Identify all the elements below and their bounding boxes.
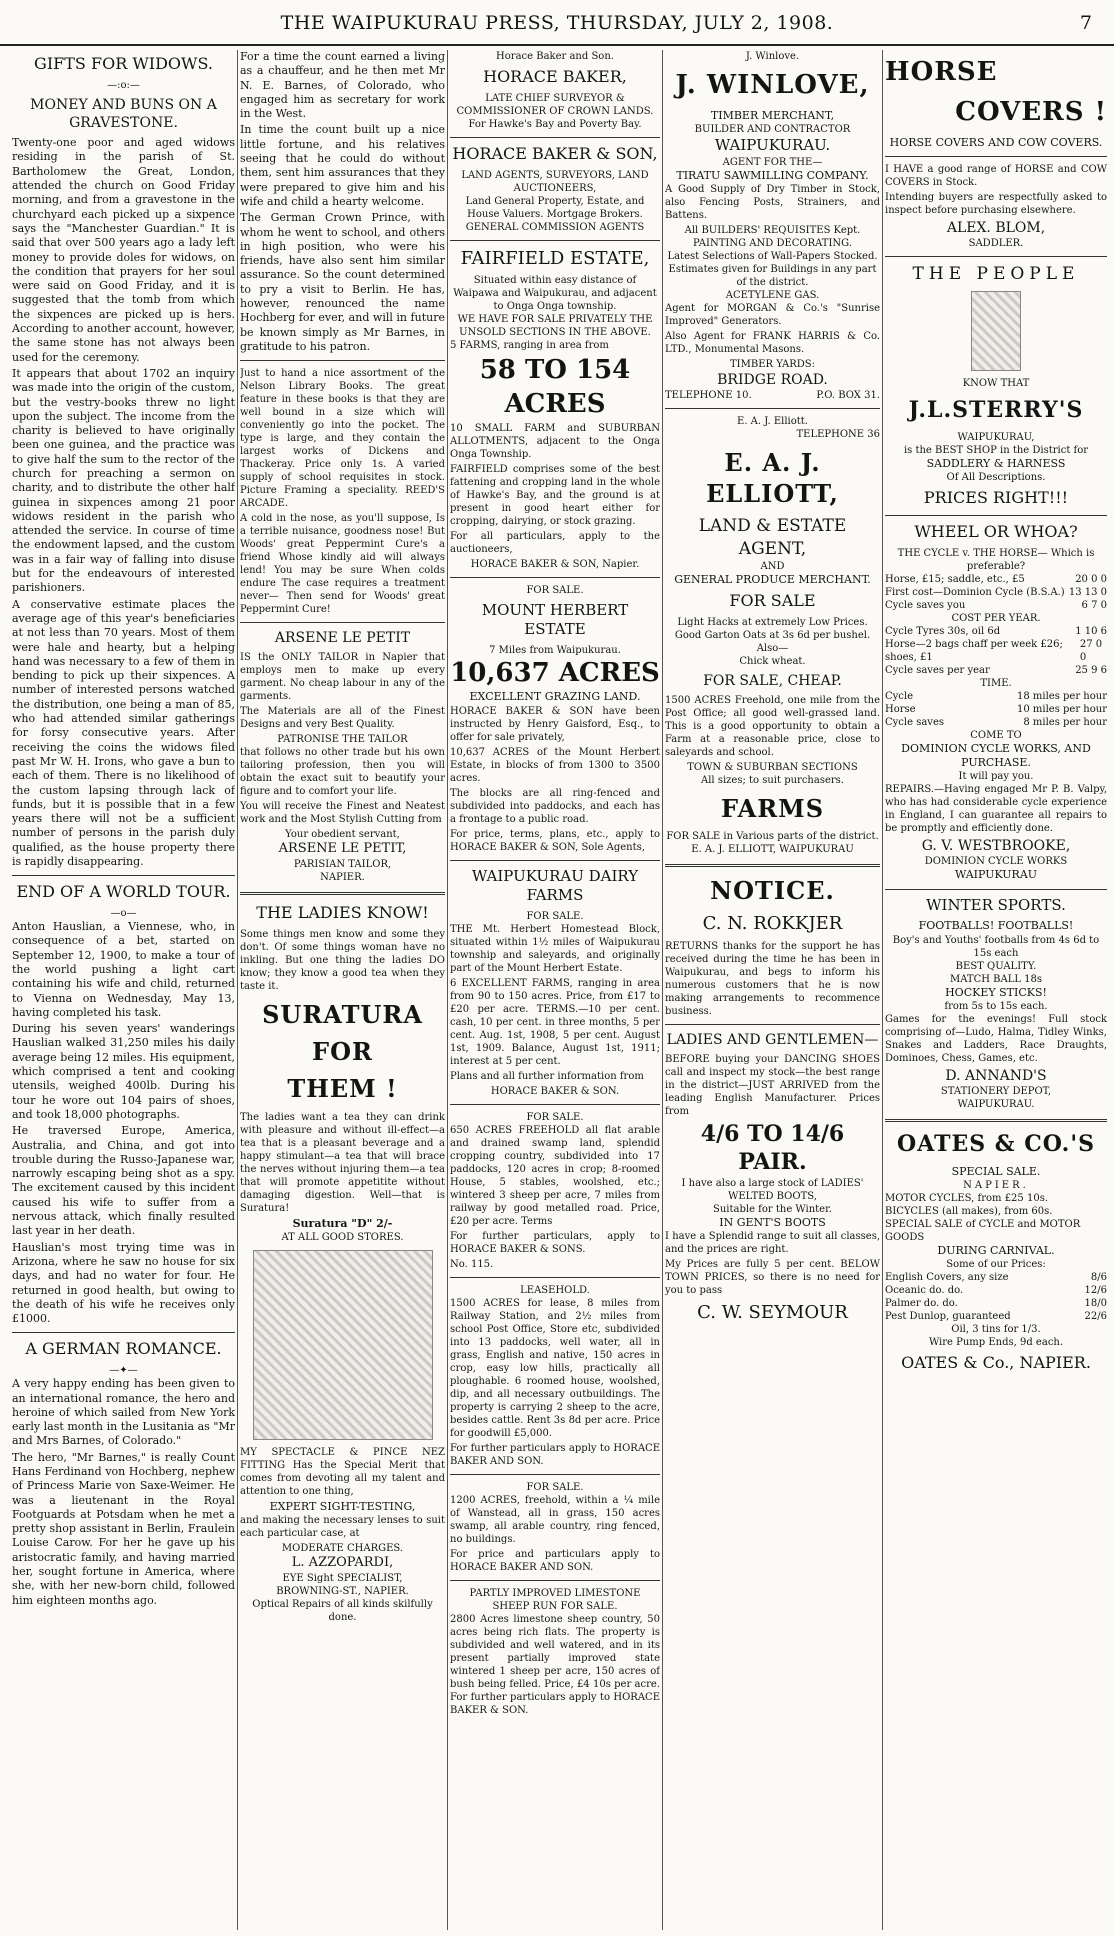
cost-row: Cycle Tyres 30s, oil 6d 1 10 6 [885, 625, 1107, 637]
price-row: English Covers, any size 8/6 [885, 1272, 1107, 1284]
column-1: GIFTS FOR WIDOWS. —:o:— MONEY AND BUNS ON A GRAVESTONE. Twenty-one poor and aged widows residing in the parish of St. Bartholomew the Great, London, attended the church on Good Friday morning, and from a gravestone in the churchyard each picked up a sixpence says the "Manchester Guardian." It is said that over 500 years ago a lady left money to provide doles for widows, on the condition that prayers for her soul were said on Good Friday, and it is suggested that the tomb from which the sixpences are picked up is hers. According to another account, however, the same stone has not always been used for the ceremony. It appears that about 1702 an inquiry was made into the origin of the custom, but the vestry-books threw no light upon the subject. The income from the charity is believed to have originally been one guinea, and the practice was to give half the sum to the rector of the church for preaching a sermon on charity, and to distribute the other half guinea in sixpences among 21 poor widows resident in the parish who attended the service. In course of time the endowment lapsed, and the custom was in a fair way of falling into disuse but for the endeavours of interested parishioners. A conservative estimate places the average age of this year's beneficiaries at not less than 70 years. Most of them were hale and hearty, but a helping hand was necessary to a few of them in bending to pick up their sixpences. A number of interested persons watched the distribution, one being a man of 85, who had attended similar gatherings for forsy consecutive years. After receiving the coins the widows filed past Mr W. H. Irons, who gave a bun to each of them. There is no likelihood of the custom lapsing through lack of funds, but it is possible that in a few years there will not be a sufficient number of persons in the parish duly qualified, as the house property there is rapidly disappearing. END OF A WORLD TOUR. —o— Anton Hauslian, a Viennese, who, in consequence of a bet, started on September 12, 1900, to make a tour of the world pushing a light cart containing his wife and child, returned to Vienna on Wednesday, May 13, having completed his task. During his seven years' wanderings Hauslian walked 31,250 miles his daily average being 12 miles. His equipment, which comprised a tent and cooking utensils, weighed 400lb. During his tour he wore out 104 pairs of shoes, and took 18,000 photographs. He traversed Europe, America, Australia, and China, and got into trouble during the Russo-Japanese war, narrowly escaping being shot as a spy. The excitement caused by this incident caused his wife to suffer from a nervous attack, which finally resulted last year in her death. Hauslian's most trying time was in Arizona, where he saw no house for six days, and had no water for four. He returned in good health, but owing to the death of his wife he receives only £1000. A GERMAN ROMANCE. —✦— A very happy ending has been given to an international romance, the hero and heroine of which sailed from New York early last month in the Lusitania as "Mr and Mrs Barnes, of Colorado." The hero, "Mr Barnes," is really Count Hans Ferdinand von Hochberg, nephew of Princess Marie von Saxe-Weimer. He was a lieutenant in the Royal Footguards at Potsdam when he met a pretty shop assistant in Berlin, Fraulein Louise Carow. For her he gave up his aristocratic family, and having married her, sought fortune in America, where she, with her new-born child, followed him eighteen months ago. [12, 54, 235, 1607]
horse-heading: HORSE [885, 57, 998, 87]
sterry-heading: J.L.STERRY'S [908, 397, 1084, 424]
tailor-heading: ARSENE LE PETIT [274, 630, 411, 647]
headline-gifts: GIFTS FOR WIDOWS. [34, 54, 213, 73]
price-row: Pest Dunlop, guaranteed 22/6 [885, 1311, 1107, 1323]
ladies-know-heading: THE LADIES KNOW! [256, 903, 429, 923]
seymour-heading: C. W. SEYMOUR [697, 1302, 848, 1324]
page-number: 7 [1079, 12, 1092, 34]
cost-row: Cycle saves per year 25 9 6 [885, 664, 1107, 676]
article-para: The hero, "Mr Barnes," is really Count Hans Ferdinand von Hochberg, nephew of Princess Marie von Saxe-Weimer. He was a lieutenant in the Royal Footguards at Potsdam when he met a pretty shop assistant in Berlin, Fraulein Louise Carow. For her he gave up his aristocratic family, and having married her, sought fortune in America, where she, with her new-born child, followed him eighteen months ago. [12, 1450, 235, 1607]
article-para: Twenty-one poor and aged widows residing in the parish of St. Bartholomew the Great, London, attended the church on Good Friday morning, and from a gravestone in the churchyard each picked up a sixpence says the "Manchester Guardian." It is said that over 500 years ago a lady left money to provide doles for widows, on the condition that prayers for her soul were said on Good Friday, and it is suggested that the tomb from which the sixpences are picked up is hers. According to another account, however, the same stone has not always been used for the ceremony. [12, 136, 235, 364]
fairfield-heading: FAIRFIELD ESTATE, [460, 247, 650, 269]
winlove-heading: J. WINLOVE, [675, 70, 870, 100]
column-5: HORSE COVERS ! HORSE COVERS AND COW COVERS. I HAVE a good range of HORSE and COW COVERS in Stock. Intending buyers are respectfully asked to inspect before purchasing elsewhere. ALEX. BLOM, SADDLER. THE PEOPLE KNOW THAT J.L.STERRY'S WAIPUKURAU, is the BEST SHOP in the District for SADDLERY & HARNESS Of All Descriptions. PRICES RIGHT!!! WHEEL OR WHOA? THE CYCLE v. THE HORSE— Which is preferable? Horse, £15; saddle, etc., £5 20 0 0 First cost—Dominion Cycle (B.S.A.) 13 13 0 Cycle saves you 6 7 0 COST PER YEAR. Cycle Tyres 30s, oil 6d 1 10 6 Horse—2 bags chaff per week £26; shoes, £1 27 0 0 Cycle saves per year 25 9 6 TIME. Cycle 18 miles per hour Horse 10 miles per hour Cycle saves 8 miles per hour COME TO DOMINION CYCLE WORKS, AND PURCHASE. It will pay you. REPAIRS.—Having engaged Mr P. B. Valpy, who has had considerable cycle experience in England, I can guarantee all repairs to be promptly and efficiently done. G. V. WESTBROOKE, DOMINION CYCLE WORKS WAIPUKURAU WINTER SPORTS. FOOTBALLS! FOOTBALLS! Boy's and Youths' footballs from 4s 6d to 15s each BEST QUALITY. MATCH BALL 18s HOCKEY STICKS! from 5s to 15s each. Games for the evenings! Full stock comprising of—Ludo, Halma, Tidley Winks, Snakes and Ladders, Race Draughts, Dominoes, Chess, Games, etc. D. ANNAND'S STATIONERY DEPOT, WAIPUKURAU. OATES & CO.'S SPECIAL SALE. NAPIER. MOTOR CYCLES, from £25 10s. BICYCLES (all makes), from 60s. SPECIAL SALE of CYCLE and MOTOR GOODS DURING CARNIVAL. Some of our Prices: English Covers, any size 8/6 Oceanic do. do. 12/6 Palmer do. do. 18/0 Pest Dunlop, guaranteed 22/6 Oil, 3 tins for 1/3. Wire Pump Ends, 9d each. OATES & Co., NAPIER. [885, 57, 1107, 1373]
masthead-title: THE WAIPUKURAU PRESS, THURSDAY, JULY 2, 1908. [280, 12, 834, 34]
tailor-name: ARSENE LE PETIT, [278, 841, 407, 857]
article-para: The German Crown Prince, with whom he went to school, and others in high position, who were his friends, have also sent him similar assurance. So the count determined to pry a visit to Berlin. He has, however, renounced the name Hochberg for ever, and will in future be known simply as Mr Barnes, in gratitude to his patron. [240, 211, 445, 353]
column-2: For a time the count earned a living as a chauffeur, and he then met Mr N. E. Barnes, of Colorado, who engaged him as secretary for work in the West. In time the count built up a nice little fortune, and his relatives seeing that he could do without them, sent him assurances that they were prepared to give him and his wife and child a hearty welcome. The German Crown Prince, with whom he went to school, and others in high position, who were his friends, have also sent him similar assurance. So the count determined to pry a visit to Berlin. He has, however, renounced the name Hochberg for ever, and will in future be known simply as Mr Barnes, in gratitude to his patron. Just to hand a nice assortment of the Nelson Library Books. The great feature in these books is that they are well bound in a size which will conveniently go into the pocket. The type is large, and they contain the largest works of Dickens and Thackeray. Price only 1s. A varied supply of school requisites in stock. Picture Framing a speciality. REED'S ARCADE. A cold in the nose, as you'll suppose, Is a terrible nuisance, goodness nose! But Woods' great Peppermint Cure's a friend Whose kindly aid will always lend! You may be sure When colds endure The case requires a treatment never— Then send for Woods' great Peppermint Cure! ARSENE LE PETIT IS the ONLY TAILOR in Napier that employs men to make up every garment. No cheap labour in any of the garments. The Materials are all of the Finest Designs and very Best Quality. PATRONISE THE TAILOR that follows no other trade but his own tailoring profession, then you will obtain the exact suit to beautify your figure and to comfort your life. You will receive the Finest and Neatest work and the Most Stylish Cutting from Your obedient servant, ARSENE LE PETIT, PARISIAN TAILOR, NAPIER. THE LADIES KNOW! Some things men know and some they don't. Of some things woman have no inkling. But one thing the ladies DO know; they know a good tea when they taste it. SURATURA FOR THEM ! The ladies want a tea they can drink with pleasure and without ill-effect—a tea that is a pleasant beverage and a happy stimulant—a tea that will brace the nerves without injuring them—a tea that will promote appetitite without damaging digestion. Well—that is Suratura! Suratura "D" 2/- AT ALL GOOD STORES. MY SPECTACLE & PINCE NEZ FITTING Has the Special Merit that comes from devoting all my talent and attention to one thing, EXPERT SIGHT-TESTING, and making the necessary lenses to suit each particular case, at MODERATE CHARGES. L. AZZOPARDI, EYE Sight SPECIALIST, BROWNING-ST., NAPIER. Optical Repairs of all kinds skilfully done. [240, 50, 445, 1624]
horace-baker-heading: HORACE BAKER, [483, 67, 627, 86]
article-para: A conservative estimate places the average age of this year's beneficiaries at not less than 70 years. Most of them were hale and hearty, but a helping hand was necessary to a few of them in bending to pick up their sixpences. A number of interested persons watched the distribution, one being a man of 85, who had attended similar gatherings for forsy consecutive years. After receiving the coins the widows filed past Mr W. H. Irons, who gave a bun to each of them. There is no likelihood of the custom lapsing through lack of funds, but it is possible that in a few years there will not be a sufficient number of persons in the parish duly qualified, as the house property there is rapidly disappearing. [12, 597, 235, 869]
nelson-library-ad: Just to hand a nice assortment of the Nelson Library Books. The great feature in these books is that they are well bound in a size which will conveniently go into the pocket. The type is large, and they contain the largest works of Dickens and Thackeray. Price only 1s. A varied supply of school requisites in stock. Picture Framing a speciality. REED'S ARCADE. [240, 368, 445, 510]
column-3: Horace Baker and Son. HORACE BAKER, LATE CHIEF SURVEYOR & COMMISSIONER OF CROWN LANDS. For Hawke's Bay and Poverty Bay. HORACE BAKER & SON, LAND AGENTS, SURVEYORS, LAND AUCTIONEERS, Land General Property, Estate, and House Valuers. Mortgage Brokers. GENERAL COMMISSION AGENTS FAIRFIELD ESTATE, Situated within easy distance of Waipawa and Waipukurau, and adjacent to Onga Onga township. WE HAVE FOR SALE PRIVATELY THE UNSOLD SECTIONS IN THE ABOVE. 5 FARMS, ranging in area from 58 TO 154 ACRES 10 SMALL FARM and SUBURBAN ALLOTMENTS, adjacent to the Onga Onga Township. FAIRFIELD comprises some of the best fattening and cropping land in the whole of Hawke's Bay, and the ground is at present in good heart either for cropping, dairying, or stock grazing. For all particulars, apply to the auctioneers, HORACE BAKER & SON, Napier. FOR SALE. MOUNT HERBERT ESTATE 7 Miles from Waipukurau. 10,637 ACRES EXCELLENT GRAZING LAND. HORACE BAKER & SON have been instructed by Henry Gaisford, Esq., to offer for sale privately, 10,637 ACRES of the Mount Herbert Estate, in blocks of from 1300 to 3500 acres. The blocks are all ring-fenced and subdivided into paddocks, and each has a frontage to a public road. For price, terms, plans, etc., apply to HORACE BAKER & SON, Sole Agents, WAIPUKURAU DAIRY FARMS FOR SALE. THE Mt. Herbert Homestead Block, situated within 1½ miles of Waipukurau township and saleyards, and originally part of the Mount Herbert Estate. 6 EXCELLENT FARMS, ranging in area from 90 to 150 acres. Price, from £17 to £20 per acre. TERMS.—10 per cent. cash, 10 per cent. in three months, 5 per cent. Aug. 1st, 1908, 5 per cent. August 1st, 1909. Balance, August 1st, 1911; interest at 5 per cent. Plans and all further information from HORACE BAKER & SON. FOR SALE. 650 ACRES FREEHOLD all flat arable and drained swamp land, splendid cropping country, subdivided into 17 paddocks, 120 acres in crop; 8-roomed House, 5 stables, woolshed, etc.; wintered 3 sheep per acre, 7 miles from railway by good metalled road. Price, £20 per acre. Terms For further particulars, apply to HORACE BAKER & SONS. No. 115. LEASEHOLD. 1500 ACRES for lease, 8 miles from Railway Station, and 2½ miles from school Post Office, Store etc, subdivided into 13 paddocks, well water, all in grass, English and native, 150 acres in crop, easy low hills, practically all ploughable. 6 roomed house, woolshed, dip, and all necessary outbuildings. The property is carrying 2 sheep to the acre, besides cattle. Rent 3s 8d per acre. Price for goodwill £5,000. For further particulars apply to HORACE BAKER AND SON. FOR SALE. 1200 ACRES, freehold, within a ¼ mile of Wanstead, all in grass, 150 acres swamp, all arable country, ring fenced, no buildings. For price and particulars apply to HORACE BAKER AND SON. PARTLY IMPROVED LIMESTONE SHEEP RUN FOR SALE. 2800 Acres limestone sheep country, 50 acres being rich flats. The property is subdivided and well watered, and in its present partially improved state wintered 1 sheep per acre, 150 acres of bush being felled. Price, £4 10s per acre. For further particulars apply to HORACE BAKER & SON. [450, 51, 660, 1716]
article-para: Hauslian's most trying time was in Arizona, where he saw no house for six days, and had no water for four. He returned in good health, but owing to the death of his wife he receives only £1000. [12, 1240, 235, 1326]
price-row: Oceanic do. do. 12/6 [885, 1285, 1107, 1297]
article-para: During his seven years' wanderings Hauslian walked 31,250 miles his daily average being 12 miles. His equipment, which comprised a tent and cooking utensils, weighed 400lb. During his tour he wore out 104 pairs of shoes, and took 18,000 photographs. [12, 1022, 235, 1121]
cost-row: Horse, £15; saddle, etc., £5 20 0 0 [885, 573, 1107, 585]
headline-world-tour: END OF A WORLD TOUR. [16, 882, 231, 902]
time-row: Cycle 18 miles per hour [885, 690, 1107, 702]
ladies-gentlemen-heading: LADIES AND GENTLEMEN— [666, 1031, 879, 1048]
man-figure-illustration [971, 291, 1021, 371]
article-para: It appears that about 1702 an inquiry was made into the origin of the custom, but the vestry-books threw no light upon the subject. The income from the charity is believed to have originally been one guinea, and the practice was to give half the sum to the rector of the church for preaching a sermon on charity, and to distribute the other half guinea in sixpences among 21 poor widows resident in the parish who attended the service. In course of time the endowment lapsed, and the custom was in a fair way of falling into disuse but for the endeavours of interested parishioners. [12, 366, 235, 595]
farms-heading: FARMS [720, 793, 825, 823]
article-para: For a time the count earned a living as a chauffeur, and he then met Mr N. E. Barnes, of Colorado, who engaged him as secretary for work in the West. [240, 50, 445, 121]
the-people-heading: THE PEOPLE [912, 264, 1080, 285]
article-para: In time the count built up a nice little fortune, and his relatives seeing that he could do without them, sent him assurances that they were prepared to give him and his wife and child a hearty welcome. [240, 123, 445, 208]
column-4: J. Winlove. J. WINLOVE, TIMBER MERCHANT, BUILDER AND CONTRACTOR WAIPUKURAU. AGENT FOR THE— TIRATU SAWMILLING COMPANY. A Good Supply of Dry Timber in Stock, also Fencing Posts, Strainers, and Battens. All BUILDERS' REQUISITES Kept. PAINTING AND DECORATING. Latest Selections of Wall-Papers Stocked. Estimates given for Buildings in any part of the district. ACETYLENE GAS. Agent for MORGAN & Co.'s "Sunrise Improved" Generators. Also Agent for FRANK HARRIS & Co. LTD., Monumental Masons. TIMBER YARDS: BRIDGE ROAD. TELEPHONE 10. P.O. BOX 31. E. A. J. Elliott. TELEPHONE 36 E. A. J. ELLIOTT, LAND & ESTATE AGENT, AND GENERAL PRODUCE MERCHANT. FOR SALE Light Hacks at extremely Low Prices. Good Garton Oats at 3s 6d per bushel. Also— Chick wheat. FOR SALE, CHEAP. 1500 ACRES Freehold, one mile from the Post Office; all good well-grassed land. This is a good opportunity to obtain a Farm at a reasonable price, close to saleyards and school. TOWN & SUBURBAN SECTIONS All sizes; to suit purchasers. FARMS FOR SALE in Various parts of the district. E. A. J. ELLIOTT, WAIPUKURAU NOTICE. C. N. ROKKJER RETURNS thanks for the support he has received during the time he has been in Waipukurau, and begs to inform his numerous customers that he is now making arrangements to recommence business. LADIES AND GENTLEMEN— BEFORE buying your DANCING SHOES call and inspect my stock—the best range in the district—JUST ARRIVED from the leading English Manufacturer. Prices from 4/6 TO 14/6 PAIR. I have also a large stock of LADIES' WELTED BOOTS, Suitable for the Winter. IN GENT'S BOOTS I have a Splendid range to suit all classes, and the prices are right. My Prices are fully 5 per cent. BELOW TOWN PRICES, so there is no need for you to pass C. W. SEYMOUR [665, 51, 880, 1324]
elliott-heading: E. A. J. ELLIOTT, [706, 448, 839, 509]
cost-row: First cost—Dominion Cycle (B.S.A.) 13 13 0 [885, 586, 1107, 598]
price-row: Palmer do. do. 18/0 [885, 1298, 1107, 1310]
spectacle-reader-illustration [253, 1250, 433, 1440]
cost-row: Horse—2 bags chaff per week £26; shoes, £1 27 0 0 [885, 638, 1103, 663]
masthead [0, 0, 1114, 46]
subhead-gravestone: MONEY AND BUNS ON A GRAVESTONE. [30, 96, 217, 131]
cost-row: Cycle saves you 6 7 0 [885, 599, 1107, 611]
peppermint-cure-ad: A cold in the nose, as you'll suppose, Is a terrible nuisance, goodness nose! But Woods' great Peppermint Cure's a friend Whose kindly aid will always lend! You may be sure When colds endure The case requires a treatment never— Then send for Woods' great Peppermint Cure! [240, 513, 445, 616]
article-para: A very happy ending has been given to an international romance, the hero and heroine of which sailed from New York early last month in the Lusitania as "Mr and Mrs Barnes, of Colorado." [12, 1377, 235, 1448]
mount-herbert-heading: MOUNT HERBERT ESTATE [481, 600, 629, 639]
notice-heading: NOTICE. [710, 876, 835, 906]
wheel-or-whoa-heading: WHEEL OR WHOA? [914, 521, 1078, 541]
article-para: Anton Hauslian, a Viennese, who, in consequence of a bet, started on September 12, 1900, to make a tour of the world pushing a light cart containing his wife and child, returned to Vienna on Wednesday, May 13, having completed his task. [12, 920, 235, 1019]
winter-sports-heading: WINTER SPORTS. [926, 895, 1066, 914]
dairy-farms-heading: WAIPUKURAU DAIRY FARMS [471, 866, 639, 905]
article-para: He traversed Europe, America, Australia, and China, and got into trouble during the Russo-Japanese war, narrowly escaping being shot as a spy. The excitement caused by this incident caused his wife to suffer from a nervous attack, which finally resulted last year in her death. [12, 1124, 235, 1238]
suratura-heading: SURATURA [262, 1000, 423, 1030]
optician-name: L. AZZOPARDI, [291, 1555, 394, 1571]
oates-heading: OATES & CO.'S [897, 1131, 1095, 1158]
time-row: Horse 10 miles per hour [885, 703, 1107, 715]
suratura-price: Suratura "D" 2/- [292, 1216, 393, 1230]
time-row: Cycle saves 8 miles per hour [885, 716, 1107, 728]
headline-german-romance: A GERMAN ROMANCE. [25, 1339, 222, 1359]
